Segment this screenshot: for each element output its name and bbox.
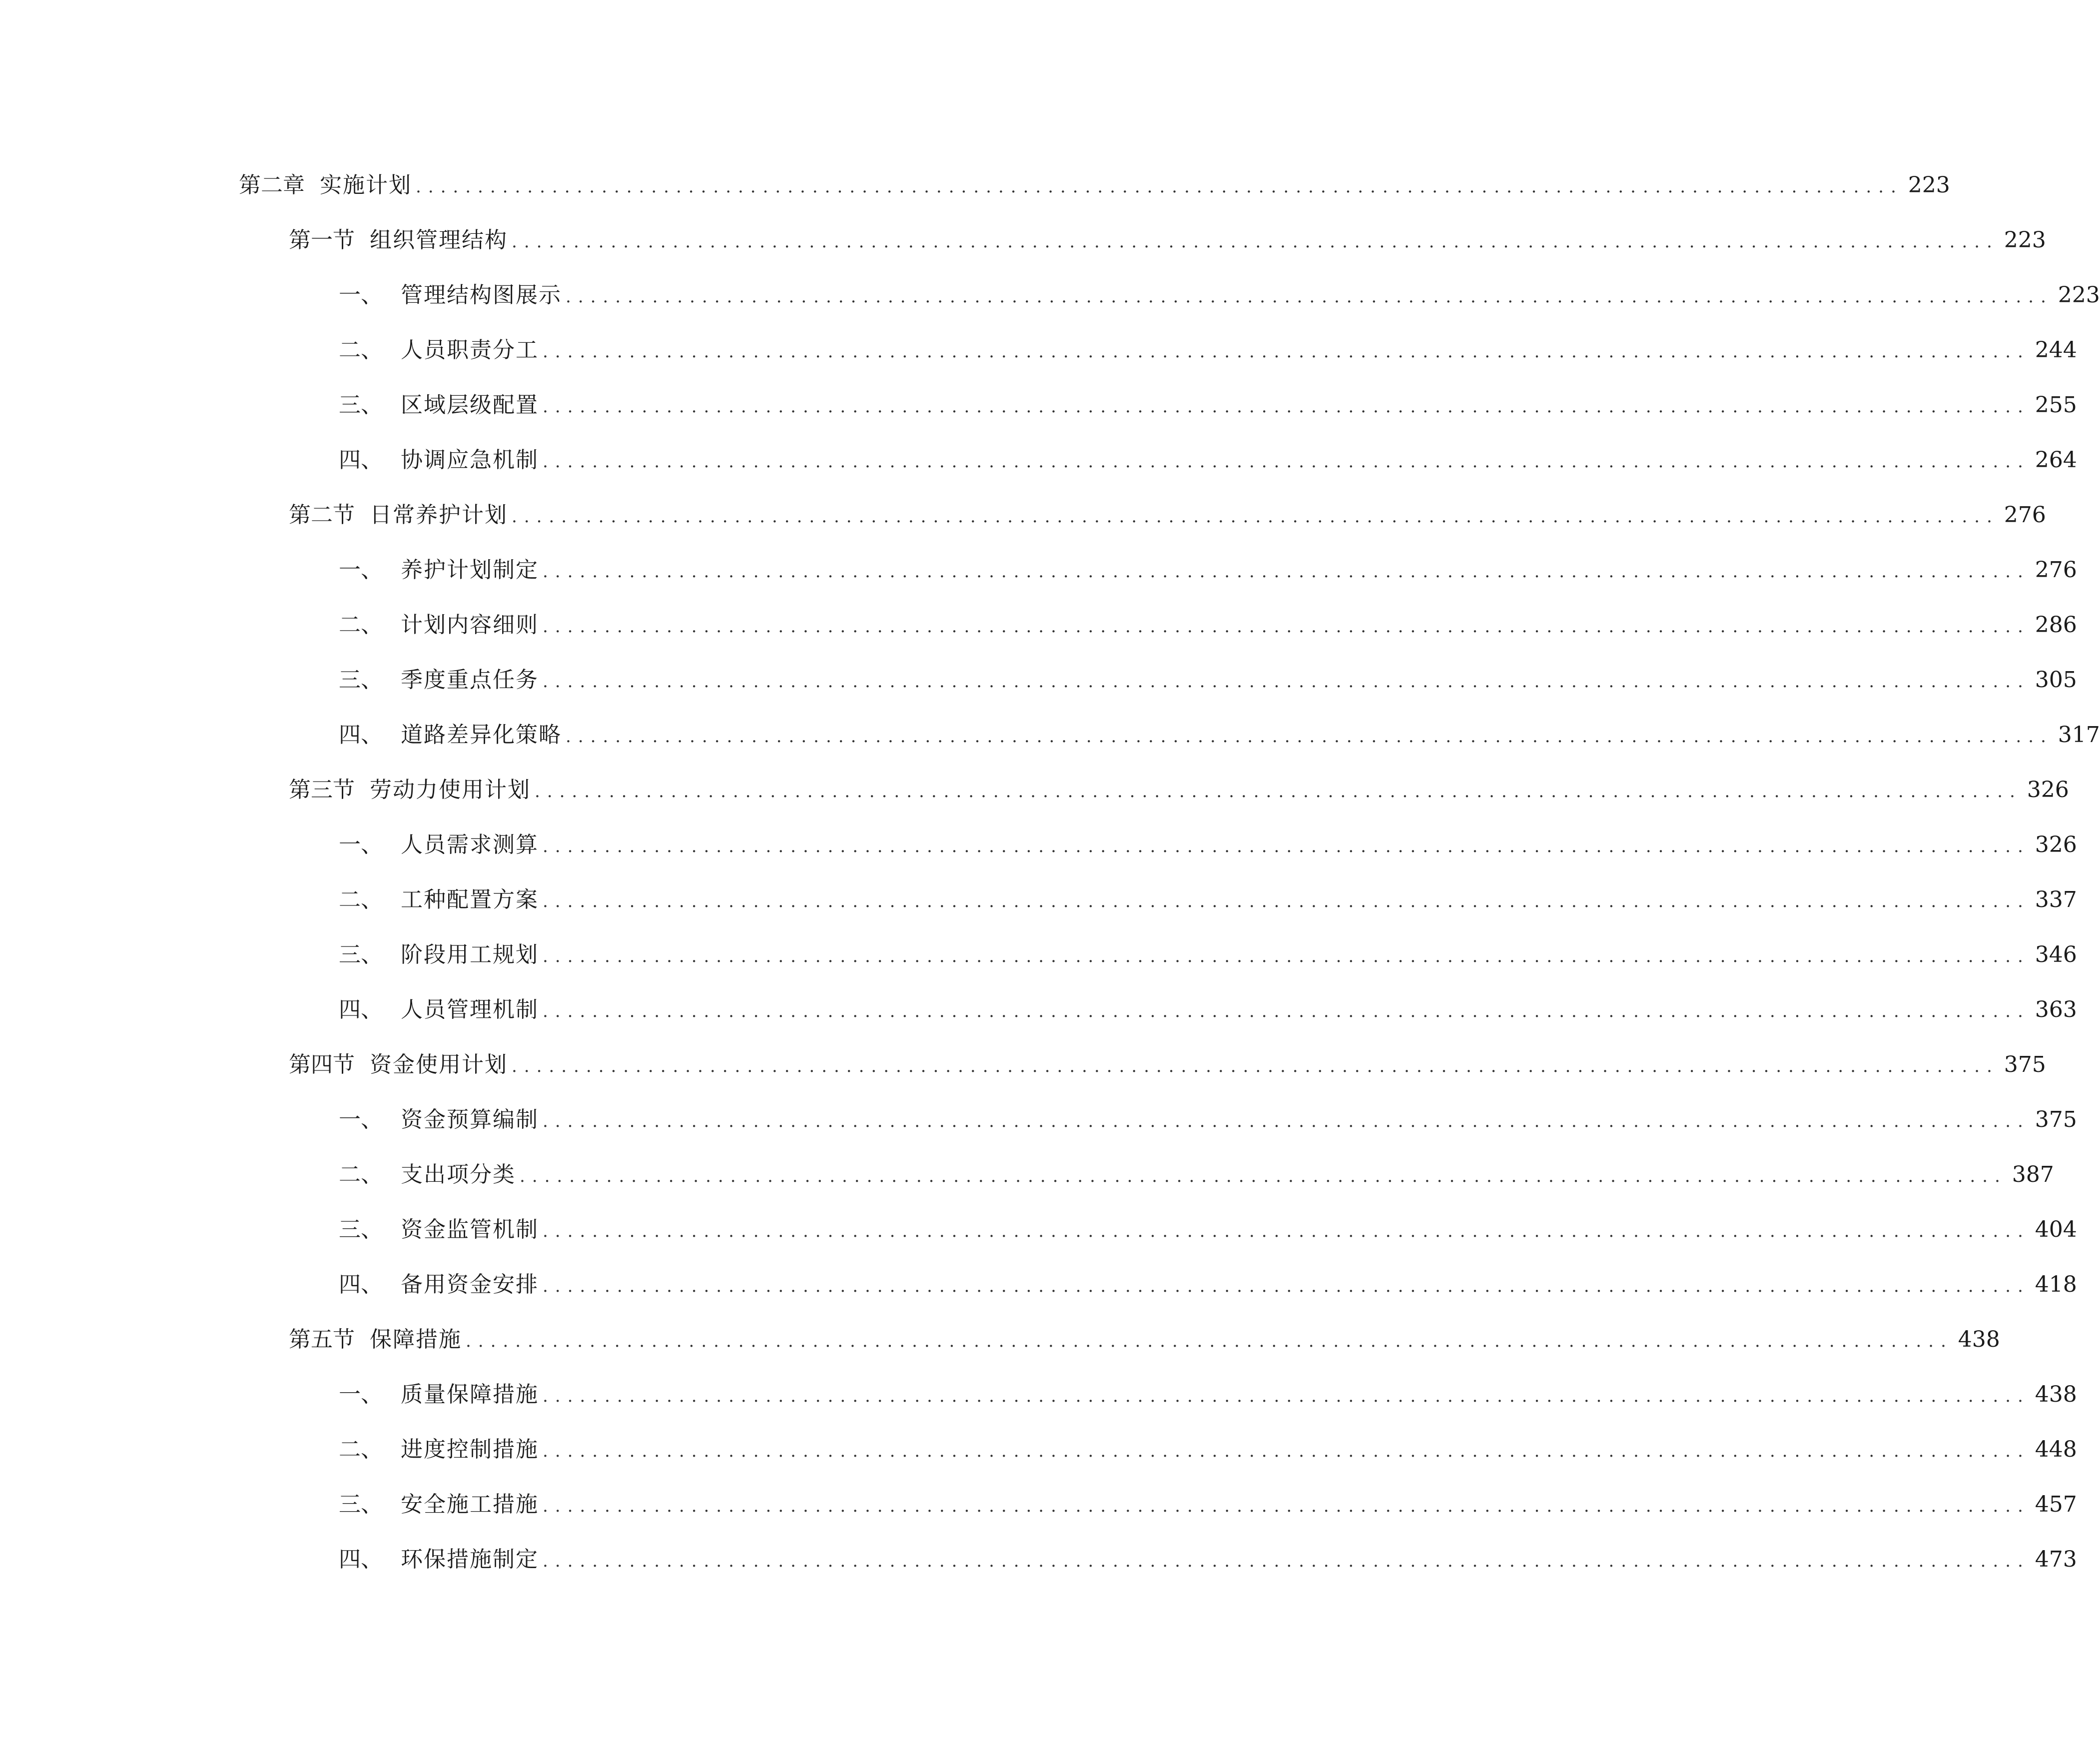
- toc-entry-number: 四、: [339, 1547, 383, 1572]
- toc-entry-title: 进度控制措施: [401, 1437, 539, 1462]
- dot-leader: ........................................................................................................................: [512, 232, 1999, 252]
- dot-leader: ........................................................................................................................: [543, 562, 2030, 582]
- toc-entry-number: 四、: [339, 722, 383, 748]
- toc-entry-number: 第五节: [289, 1327, 355, 1352]
- toc-page-number: 457: [2035, 1492, 2077, 1517]
- toc-subsection-entry[interactable]: [239, 927, 2077, 982]
- toc-section-entry[interactable]: [239, 1312, 2000, 1367]
- toc-entry-number: 第二节: [289, 502, 355, 528]
- toc-entry-number: 二、: [339, 1162, 383, 1187]
- toc-entry-number: 四、: [339, 447, 383, 473]
- toc-page-number: 276: [2035, 557, 2077, 583]
- toc-entry-title: 支出项分类: [401, 1162, 516, 1187]
- dot-leader: ........................................................................................................................: [535, 782, 2022, 802]
- toc-entry-title: 劳动力使用计划: [370, 777, 531, 803]
- toc-entry-number: 二、: [339, 887, 383, 912]
- table-of-contents: [239, 158, 2100, 1587]
- toc-chapter-entry[interactable]: [239, 158, 1950, 213]
- toc-subsection-entry[interactable]: [239, 1257, 2077, 1312]
- toc-entry-title: 日常养护计划: [370, 502, 508, 528]
- toc-entry-number: 四、: [339, 997, 383, 1022]
- toc-subsection-entry[interactable]: [239, 433, 2077, 488]
- dot-leader: ........................................................................................................................: [543, 1001, 2030, 1021]
- toc-entry-number: 一、: [339, 1107, 383, 1132]
- toc-entry-title: 人员需求测算: [401, 832, 539, 858]
- toc-entry-title: 管理结构图展示: [401, 282, 562, 308]
- toc-page-number: 363: [2035, 997, 2077, 1022]
- toc-page-number: 255: [2035, 392, 2077, 418]
- toc-entry-title: 工种配置方案: [401, 887, 539, 912]
- toc-subsection-entry[interactable]: [239, 1477, 2077, 1532]
- toc-page-number: 223: [2004, 227, 2046, 253]
- toc-section-entry[interactable]: [239, 213, 2046, 268]
- toc-page-number: 387: [2012, 1162, 2054, 1187]
- dot-leader: ........................................................................................................................: [543, 617, 2030, 637]
- dot-leader: ........................................................................................................................: [543, 891, 2030, 911]
- toc-page-number: 223: [2058, 282, 2100, 308]
- toc-page-number: 223: [1908, 172, 1950, 198]
- toc-page-number: 375: [2035, 1107, 2077, 1132]
- dot-leader: ........................................................................................................................: [543, 837, 2030, 857]
- toc-entry-number: 一、: [339, 1382, 383, 1407]
- toc-section-entry[interactable]: [239, 763, 2069, 818]
- toc-entry-title: 资金使用计划: [370, 1052, 508, 1077]
- dot-leader: ........................................................................................................................: [543, 1386, 2030, 1406]
- toc-subsection-entry[interactable]: [239, 1147, 2054, 1202]
- toc-entry-title: 质量保障措施: [401, 1382, 539, 1407]
- toc-page-number: 438: [1958, 1327, 2000, 1352]
- toc-page-number: 326: [2027, 777, 2069, 803]
- dot-leader: ........................................................................................................................: [543, 452, 2030, 472]
- dot-leader: ........................................................................................................................: [543, 672, 2030, 692]
- toc-entry-number: 三、: [339, 1492, 383, 1517]
- toc-entry-number: 第四节: [289, 1052, 355, 1077]
- toc-subsection-entry[interactable]: [239, 1532, 2077, 1587]
- dot-leader: ........................................................................................................................: [543, 1441, 2030, 1461]
- toc-entry-number: 二、: [339, 337, 383, 363]
- toc-subsection-entry[interactable]: [239, 1367, 2077, 1422]
- toc-page-number: 317: [2058, 722, 2100, 748]
- toc-entry-number: 三、: [339, 667, 383, 693]
- toc-entry-title: 养护计划制定: [401, 557, 539, 583]
- toc-page-number: 264: [2035, 447, 2077, 473]
- toc-page-number: 244: [2035, 337, 2077, 363]
- toc-entry-number: 三、: [339, 942, 383, 967]
- dot-leader: ........................................................................................................................: [543, 1221, 2030, 1241]
- dot-leader: ........................................................................................................................: [512, 507, 1999, 527]
- toc-subsection-entry[interactable]: [239, 1092, 2077, 1147]
- toc-entry-title: 环保措施制定: [401, 1547, 539, 1572]
- dot-leader: ........................................................................................................................: [520, 1166, 2007, 1186]
- toc-entry-number: 第一节: [289, 227, 355, 253]
- toc-entry-number: 第三节: [289, 777, 355, 803]
- toc-entry-title: 备用资金安排: [401, 1272, 539, 1297]
- toc-entry-title: 实施计划: [320, 172, 412, 198]
- toc-subsection-entry[interactable]: [239, 543, 2077, 598]
- toc-entry-number: 一、: [339, 832, 383, 858]
- toc-entry-number: 二、: [339, 1437, 383, 1462]
- toc-entry-number: 第二章: [239, 172, 305, 198]
- toc-page-number: 276: [2004, 502, 2046, 528]
- toc-entry-number: 三、: [339, 392, 383, 418]
- toc-section-entry[interactable]: [239, 1037, 2046, 1092]
- toc-page-number: 286: [2035, 612, 2077, 638]
- toc-entry-number: 一、: [339, 282, 383, 308]
- dot-leader: ........................................................................................................................: [512, 1056, 1999, 1076]
- dot-leader: ........................................................................................................................: [543, 397, 2030, 417]
- toc-subsection-entry[interactable]: [239, 1422, 2077, 1477]
- dot-leader: ........................................................................................................................: [543, 946, 2030, 966]
- toc-entry-title: 人员职责分工: [401, 337, 539, 363]
- toc-page-number: 346: [2035, 942, 2077, 967]
- toc-entry-title: 季度重点任务: [401, 667, 539, 693]
- toc-subsection-entry[interactable]: [239, 818, 2077, 873]
- toc-entry-number: 四、: [339, 1272, 383, 1297]
- toc-page-number: 375: [2004, 1052, 2046, 1077]
- dot-leader: ........................................................................................................................: [543, 342, 2030, 362]
- toc-entry-number: 二、: [339, 612, 383, 638]
- toc-entry-title: 组织管理结构: [370, 227, 508, 253]
- toc-subsection-entry[interactable]: [239, 1202, 2077, 1257]
- toc-subsection-entry[interactable]: [239, 323, 2077, 378]
- toc-entry-title: 区域层级配置: [401, 392, 539, 418]
- toc-subsection-entry[interactable]: [239, 873, 2077, 927]
- toc-subsection-entry[interactable]: [239, 708, 2100, 763]
- toc-subsection-entry[interactable]: [239, 268, 2100, 323]
- dot-leader: ........................................................................................................................: [543, 1551, 2030, 1571]
- toc-page-number: 448: [2035, 1437, 2077, 1462]
- toc-subsection-entry[interactable]: [239, 378, 2077, 433]
- toc-page-number: 326: [2035, 832, 2077, 858]
- dot-leader: ........................................................................................................................: [466, 1331, 1953, 1351]
- dot-leader: ........................................................................................................................: [543, 1276, 2030, 1296]
- toc-entry-title: 协调应急机制: [401, 447, 539, 473]
- toc-subsection-entry[interactable]: [239, 653, 2077, 708]
- toc-entry-title: 人员管理机制: [401, 997, 539, 1022]
- dot-leader: ........................................................................................................................: [416, 177, 1903, 197]
- toc-entry-number: 三、: [339, 1217, 383, 1242]
- toc-entry-title: 阶段用工规划: [401, 942, 539, 967]
- toc-page-number: 473: [2035, 1547, 2077, 1572]
- dot-leader: ........................................................................................................................: [543, 1111, 2030, 1131]
- toc-page-number: 438: [2035, 1382, 2077, 1407]
- toc-entry-title: 计划内容细则: [401, 612, 539, 638]
- toc-entry-title: 保障措施: [370, 1327, 462, 1352]
- dot-leader: ........................................................................................................................: [566, 727, 2053, 747]
- toc-entry-title: 安全施工措施: [401, 1492, 539, 1517]
- toc-page-number: 418: [2035, 1272, 2077, 1297]
- toc-section-entry[interactable]: [239, 488, 2046, 543]
- toc-page-number: 305: [2035, 667, 2077, 693]
- toc-subsection-entry[interactable]: [239, 598, 2077, 653]
- toc-subsection-entry[interactable]: [239, 982, 2077, 1037]
- dot-leader: ........................................................................................................................: [566, 287, 2053, 307]
- toc-page-number: 337: [2035, 887, 2077, 912]
- toc-page-number: 404: [2035, 1217, 2077, 1242]
- toc-entry-title: 道路差异化策略: [401, 722, 562, 748]
- toc-entry-title: 资金预算编制: [401, 1107, 539, 1132]
- toc-entry-number: 一、: [339, 557, 383, 583]
- toc-entry-title: 资金监管机制: [401, 1217, 539, 1242]
- dot-leader: ........................................................................................................................: [543, 1496, 2030, 1516]
